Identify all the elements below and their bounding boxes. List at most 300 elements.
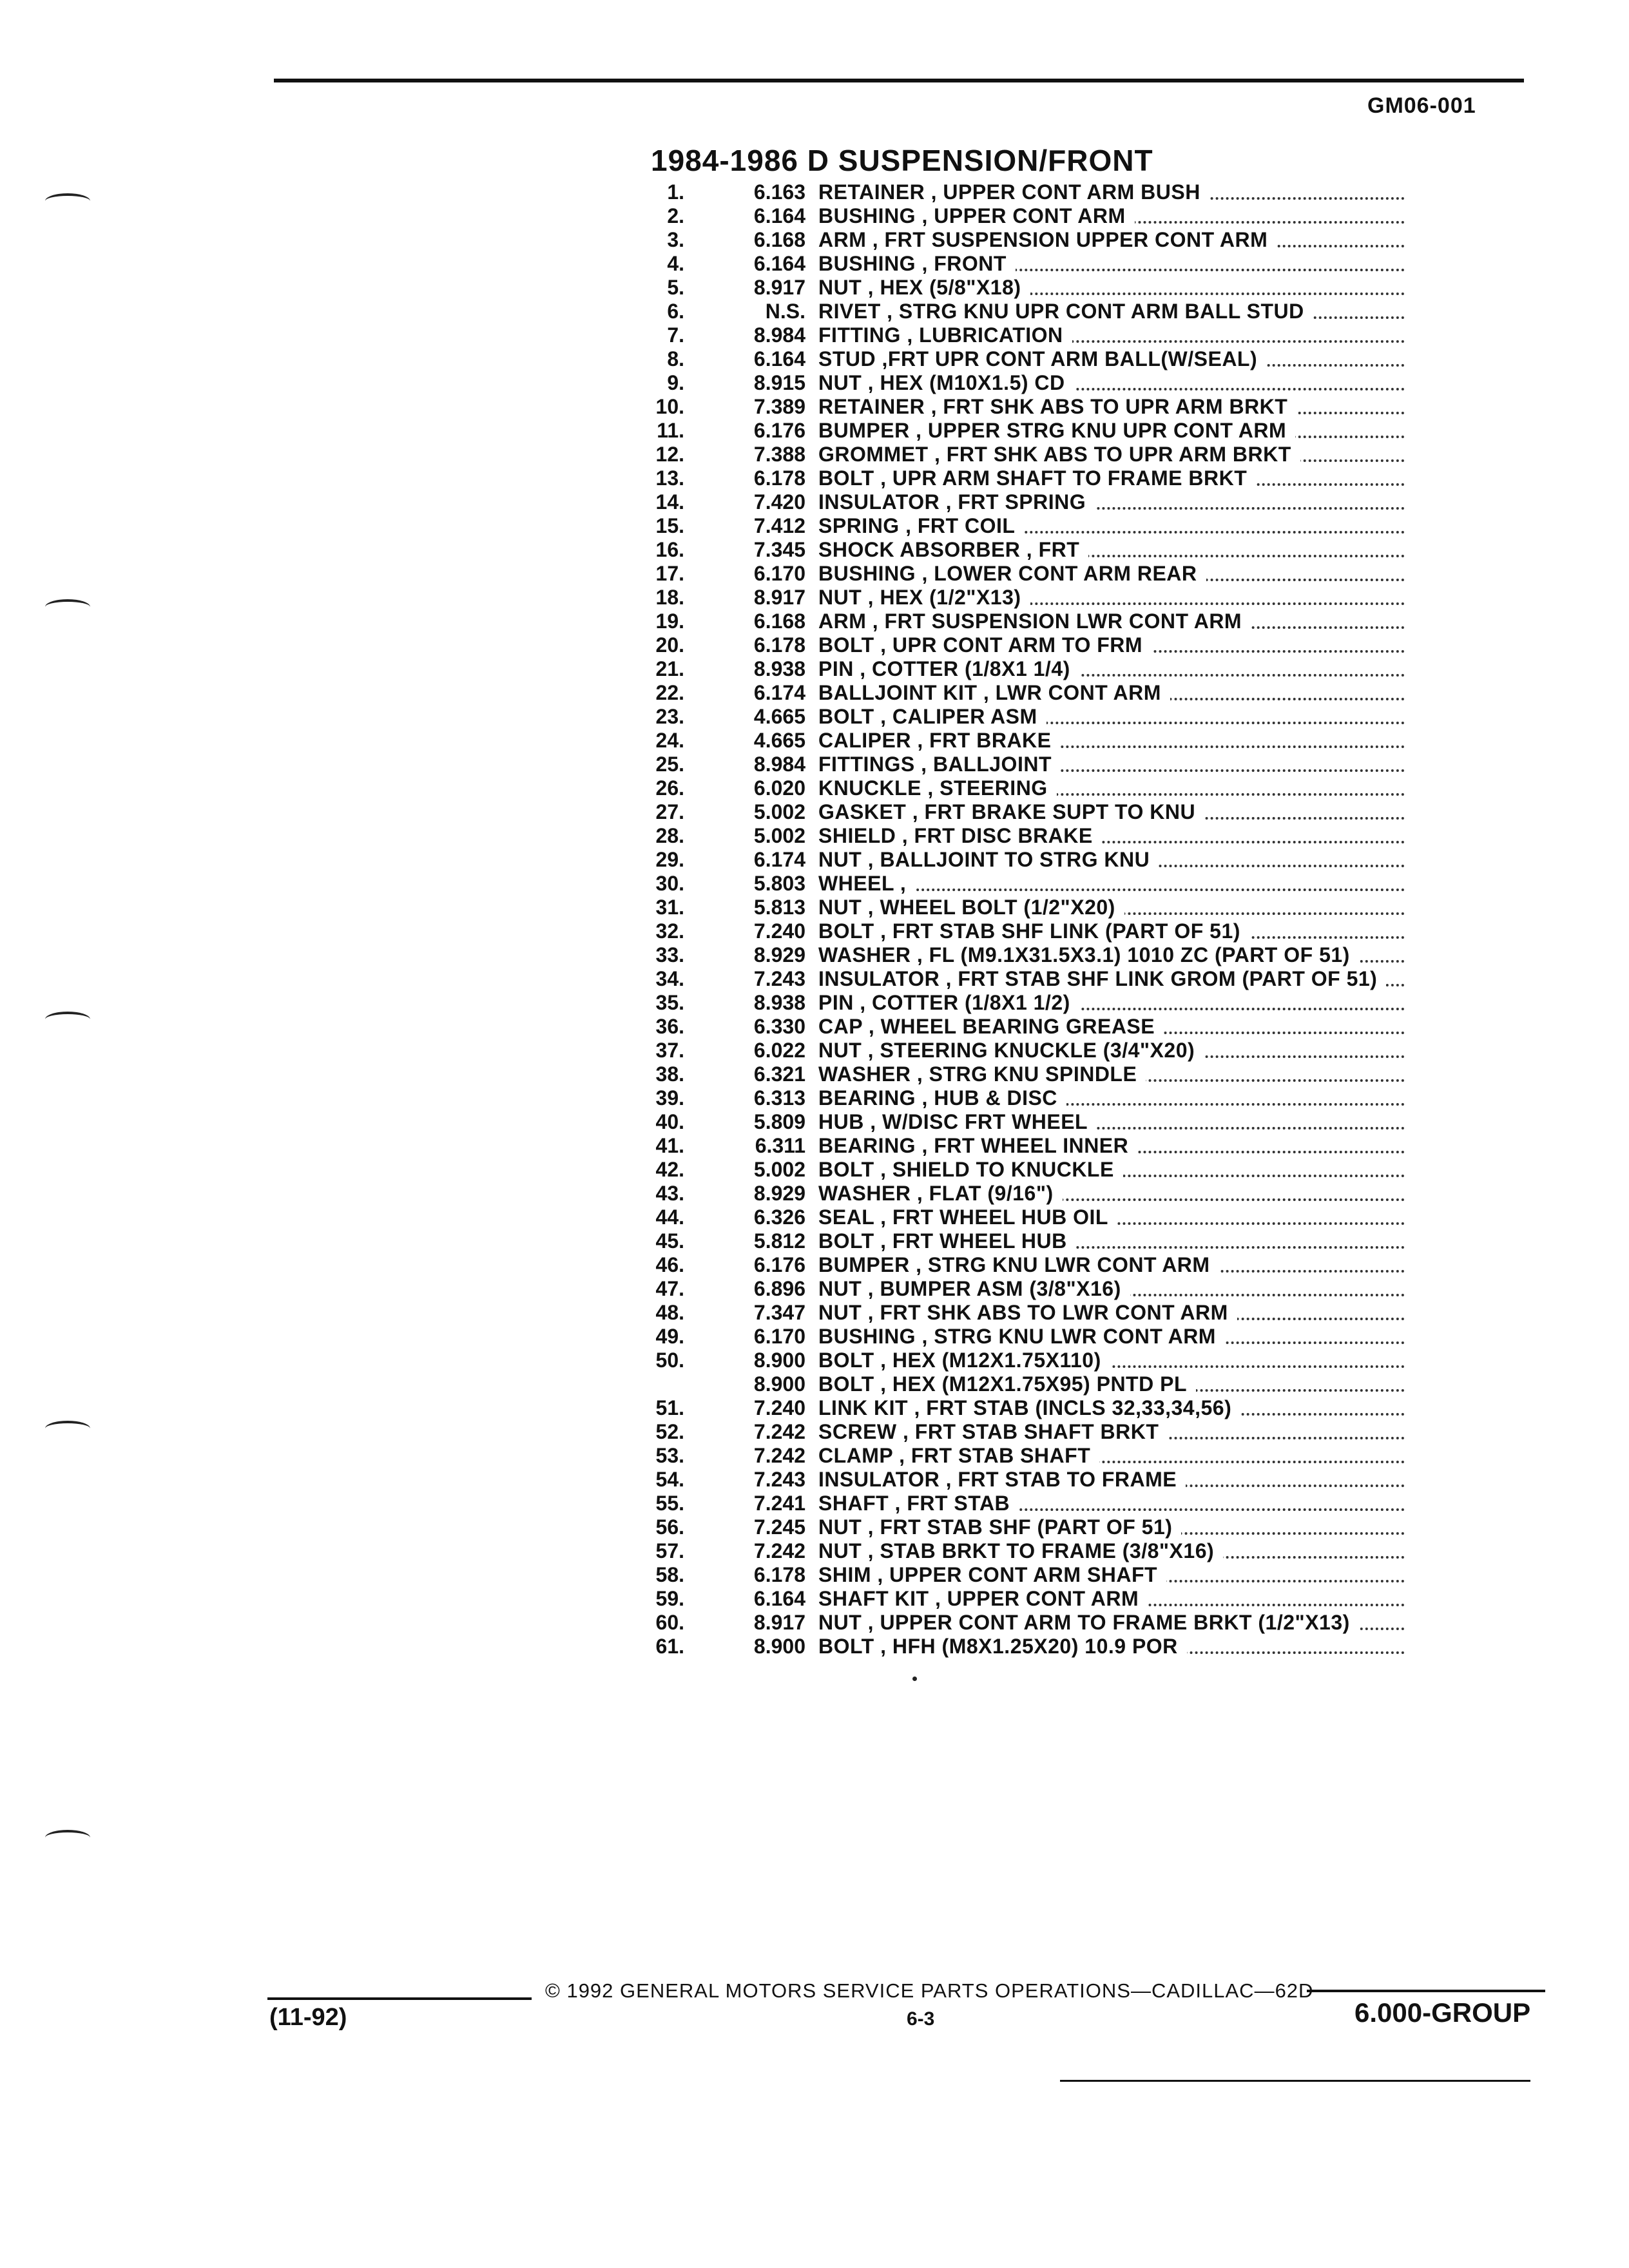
part-number: 48. [655,1301,684,1324]
group-number: 6.022 [753,1039,805,1062]
part-row [309,252,1405,276]
part-number: 7. [667,323,684,347]
part-description-text: BOLT , SHIELD TO KNUCKLE [818,1158,1123,1181]
part-description [818,1492,1405,1515]
footer-rule-right [1307,1990,1545,1992]
part-description [818,443,1405,466]
footer-copyright: © 1992 GENERAL MOTORS SERVICE PARTS OPERATIONS—CADILLAC—62D [545,1979,1314,2002]
part-row [309,1444,1405,1468]
part-row [309,967,1405,991]
group-number: N.S. [765,300,805,323]
part-description-text: GROMMET , FRT SHK ABS TO UPR ARM BRKT [818,443,1300,466]
group-number: 8.900 [753,1349,805,1372]
group-number: 8.917 [753,276,805,299]
part-row [309,1349,1405,1372]
part-description [818,1611,1405,1635]
part-description [818,1277,1405,1301]
part-description-text: BOLT , FRT STAB SHF LINK (PART OF 51) [818,919,1249,943]
part-row [309,896,1405,919]
part-number: 54. [655,1468,684,1491]
part-number: 19. [655,610,684,633]
group-number: 7.242 [753,1420,805,1443]
part-description [818,1158,1405,1182]
part-description [818,776,1405,800]
part-description-text: INSULATOR , FRT SPRING [818,490,1095,514]
part-description [818,896,1405,919]
group-number: 7.347 [753,1301,805,1324]
part-description [818,1110,1405,1134]
part-description [818,1635,1405,1658]
part-description [818,967,1405,991]
part-description [818,824,1405,848]
part-number: 49. [655,1325,684,1348]
part-number: 27. [655,800,684,823]
part-number: 60. [655,1611,684,1634]
part-description-text: NUT , FRT STAB SHF (PART OF 51) [818,1515,1181,1539]
part-description [818,1301,1405,1325]
part-number: 10. [655,395,684,418]
part-description-text: NUT , FRT SHK ABS TO LWR CONT ARM [818,1301,1237,1324]
part-row [309,1110,1405,1134]
part-number: 38. [655,1062,684,1086]
part-number: 23. [655,705,684,728]
part-number: 58. [655,1563,684,1586]
part-row [309,1515,1405,1539]
part-row [309,1563,1405,1587]
part-row [309,729,1405,753]
group-number: 7.243 [753,1468,805,1491]
part-row [309,300,1405,323]
group-number: 6.176 [753,419,805,442]
part-description-text: NUT , STEERING KNUCKLE (3/4"X20) [818,1039,1204,1062]
part-description-text: BOLT , UPR CONT ARM TO FRM [818,633,1152,657]
group-number: 6.313 [753,1086,805,1110]
group-number: 8.917 [753,1611,805,1634]
group-number: 7.241 [753,1492,805,1515]
part-description-text: BUSHING , STRG KNU LWR CONT ARM [818,1325,1225,1348]
part-row [309,180,1405,204]
part-number: 12. [655,443,684,466]
group-number: 7.412 [753,514,805,537]
group-number: 6.178 [753,1563,805,1586]
part-description [818,729,1405,753]
part-description-text: BOLT , HEX (M12X1.75X95) PNTD PL [818,1372,1196,1396]
group-number: 8.900 [753,1635,805,1658]
part-description [818,991,1405,1015]
part-row [309,1325,1405,1349]
part-row [309,633,1405,657]
footer-rule-left [267,1997,532,2000]
part-number: 42. [655,1158,684,1181]
part-description [818,1086,1405,1110]
group-number: 5.002 [753,1158,805,1181]
part-row [309,276,1405,300]
group-number: 5.812 [753,1229,805,1253]
part-description-text: FITTING , LUBRICATION [818,323,1072,347]
part-row [309,228,1405,252]
part-description [818,347,1405,371]
part-description [818,323,1405,347]
part-row [309,419,1405,443]
group-number: 8.900 [753,1372,805,1396]
group-number: 7.389 [753,395,805,418]
part-description [818,943,1405,967]
part-number: 41. [655,1134,684,1157]
part-description-text: SHAFT KIT , UPPER CONT ARM [818,1587,1148,1610]
part-description [818,228,1405,252]
part-description [818,919,1405,943]
part-description-text: CALIPER , FRT BRAKE [818,729,1061,752]
group-number: 7.245 [753,1515,805,1539]
page-code: GM06-001 [1367,93,1476,118]
group-number: 6.164 [753,204,805,227]
group-number: 6.170 [753,562,805,585]
part-description [818,1372,1405,1396]
part-number: 47. [655,1277,684,1300]
binder-mark [45,193,90,209]
part-description [818,1444,1405,1468]
part-number: 29. [655,848,684,871]
part-number: 11. [657,419,684,442]
group-number: 7.242 [753,1444,805,1467]
group-number: 5.813 [753,896,805,919]
group-number: 8.929 [753,943,805,966]
part-description-text: BOLT , HEX (M12X1.75X110) [818,1349,1110,1372]
part-row [309,1587,1405,1611]
part-description-text: FITTINGS , BALLJOINT [818,753,1061,776]
group-number: 6.326 [753,1206,805,1229]
part-number: 30. [655,872,684,895]
group-number: 7.242 [753,1539,805,1562]
part-description [818,1587,1405,1611]
part-description [818,371,1405,395]
part-description-text: CLAMP , FRT STAB SHAFT [818,1444,1099,1467]
part-description [818,1182,1405,1206]
part-row [309,800,1405,824]
part-row [309,1229,1405,1253]
part-number: 44. [655,1206,684,1229]
part-description [818,1206,1405,1229]
part-description-text: SHOCK ABSORBER , FRT [818,538,1088,561]
part-description-text: ARM , FRT SUSPENSION LWR CONT ARM [818,610,1251,633]
part-description [818,1134,1405,1158]
group-number: 7.240 [753,919,805,943]
part-description [818,1253,1405,1277]
part-number: 14. [655,490,684,514]
part-description-text: PIN , COTTER (1/8X1 1/4) [818,657,1079,680]
footer-group: 6.000-GROUP [1354,1997,1531,2028]
part-description-text: WHEEL , [818,872,915,895]
part-number: 33. [655,943,684,966]
stray-dot [912,1677,917,1681]
part-row [309,919,1405,943]
part-description-text: SHIM , UPPER CONT ARM SHAFT [818,1563,1166,1586]
part-row [309,1539,1405,1563]
part-description [818,586,1405,610]
part-row [309,1134,1405,1158]
part-row [309,514,1405,538]
part-description [818,562,1405,586]
part-row [309,610,1405,633]
group-number: 5.002 [753,824,805,847]
group-number: 7.240 [753,1396,805,1419]
part-description-text: INSULATOR , FRT STAB TO FRAME [818,1468,1186,1491]
group-number: 5.002 [753,800,805,823]
part-description-text: RETAINER , FRT SHK ABS TO UPR ARM BRKT [818,395,1296,418]
part-description-text: BUSHING , UPPER CONT ARM [818,204,1135,227]
part-description-text: WASHER , STRG KNU SPINDLE [818,1062,1146,1086]
part-row [309,204,1405,228]
part-description [818,419,1405,443]
part-number: 32. [655,919,684,943]
part-description-text: BOLT , HFH (M8X1.25X20) 10.9 POR [818,1635,1187,1658]
part-row [309,753,1405,776]
part-number: 17. [655,562,684,585]
part-number: 21. [655,657,684,680]
group-number: 6.168 [753,610,805,633]
part-description-text: ARM , FRT SUSPENSION UPPER CONT ARM [818,228,1277,251]
part-number: 50. [655,1349,684,1372]
part-number: 59. [655,1587,684,1610]
part-number: 6. [667,300,684,323]
part-description [818,395,1405,419]
group-number: 8.917 [753,586,805,609]
part-row [309,538,1405,562]
part-description-text: LINK KIT , FRT STAB (INCLS 32,33,34,56) [818,1396,1240,1419]
group-number: 6.174 [753,681,805,704]
part-row [309,490,1405,514]
part-description [818,1015,1405,1039]
group-number: 6.174 [753,848,805,871]
part-description [818,1039,1405,1062]
part-row [309,395,1405,419]
part-number: 61. [655,1635,684,1658]
part-description-text: SCREW , FRT STAB SHAFT BRKT [818,1420,1168,1443]
group-number: 6.164 [753,1587,805,1610]
part-description-text: NUT , HEX (M10X1.5) CD [818,371,1074,394]
footer-page-number: 6-3 [907,2008,935,2030]
part-row [309,1396,1405,1420]
part-number: 45. [655,1229,684,1253]
part-description [818,466,1405,490]
part-row [309,824,1405,848]
part-description [818,848,1405,872]
part-description [818,204,1405,228]
binder-mark [45,599,90,615]
group-number: 6.178 [753,466,805,490]
part-description-text: BOLT , CALIPER ASM [818,705,1046,728]
part-description-text: KNUCKLE , STEERING [818,776,1057,800]
group-number: 8.938 [753,657,805,680]
part-row [309,1253,1405,1277]
part-description [818,276,1405,300]
part-row [309,1468,1405,1492]
part-description-text: WASHER , FLAT (9/16") [818,1182,1063,1205]
binder-mark [45,1012,90,1027]
part-number: 31. [655,896,684,919]
footer-date: (11-92) [269,2004,347,2031]
part-description-text: INSULATOR , FRT STAB SHF LINK GROM (PART OF 51) [818,967,1386,990]
part-number: 28. [655,824,684,847]
part-row [309,681,1405,705]
part-description [818,180,1405,204]
part-row [309,323,1405,347]
part-row [309,1062,1405,1086]
part-row [309,1182,1405,1206]
group-number: 5.809 [753,1110,805,1133]
part-row [309,347,1405,371]
part-row [309,943,1405,967]
part-description [818,705,1405,729]
group-number: 7.243 [753,967,805,990]
part-description [818,610,1405,633]
part-description [818,872,1405,896]
part-description [818,252,1405,276]
part-row [309,586,1405,610]
part-description-text: BOLT , UPR ARM SHAFT TO FRAME BRKT [818,466,1256,490]
bottom-rule [1060,2080,1530,2082]
part-description [818,1539,1405,1563]
part-description [818,1396,1405,1420]
binder-mark [45,1421,90,1436]
part-row [309,1039,1405,1062]
part-number: 13. [655,466,684,490]
group-number: 7.388 [753,443,805,466]
part-number: 8. [667,347,684,370]
part-description-text: BEARING , HUB & DISC [818,1086,1066,1110]
group-number: 6.020 [753,776,805,800]
part-description-text: SPRING , FRT COIL [818,514,1024,537]
part-row [309,1086,1405,1110]
part-description-text: NUT , HEX (5/8"X18) [818,276,1030,299]
group-number: 6.896 [753,1277,805,1300]
part-description-text: GASKET , FRT BRAKE SUPT TO KNU [818,800,1204,823]
group-number: 4.665 [753,705,805,728]
part-description [818,633,1405,657]
part-row [309,443,1405,466]
group-number: 7.345 [753,538,805,561]
part-number: 34. [655,967,684,990]
part-row [309,991,1405,1015]
part-number: 3. [667,228,684,251]
part-number: 2. [667,204,684,227]
part-description-text: SEAL , FRT WHEEL HUB OIL [818,1206,1117,1229]
group-number: 6.164 [753,252,805,275]
part-number: 36. [655,1015,684,1038]
part-number: 55. [655,1492,684,1515]
part-description-text: RIVET , STRG KNU UPR CONT ARM BALL STUD [818,300,1313,323]
part-row [309,1158,1405,1182]
parts-list [309,180,1405,1658]
part-number: 39. [655,1086,684,1110]
part-description-text: RETAINER , UPPER CONT ARM BUSH [818,180,1210,204]
part-number: 37. [655,1039,684,1062]
part-number: 25. [655,753,684,776]
part-description [818,753,1405,776]
part-number: 22. [655,681,684,704]
part-description-text: HUB , W/DISC FRT WHEEL [818,1110,1097,1133]
group-number: 6.163 [753,180,805,204]
group-number: 4.665 [753,729,805,752]
part-number: 16. [655,538,684,561]
group-number: 6.164 [753,347,805,370]
group-number: 6.170 [753,1325,805,1348]
part-number: 9. [667,371,684,394]
part-description-text: NUT , BUMPER ASM (3/8"X16) [818,1277,1130,1300]
part-number: 56. [655,1515,684,1539]
group-number: 6.311 [755,1134,805,1157]
part-description [818,490,1405,514]
part-description-text: BUSHING , LOWER CONT ARM REAR [818,562,1206,585]
part-row [309,1420,1405,1444]
part-row [309,1277,1405,1301]
group-number: 8.915 [753,371,805,394]
part-row [309,1206,1405,1229]
group-number: 8.938 [753,991,805,1014]
part-number: 46. [655,1253,684,1276]
part-description-text: NUT , BALLJOINT TO STRG KNU [818,848,1159,871]
part-number: 4. [667,252,684,275]
part-description [818,514,1405,538]
part-row [309,657,1405,681]
part-description [818,1349,1405,1372]
part-description [818,681,1405,705]
part-row [309,1635,1405,1658]
part-number: 24. [655,729,684,752]
part-description-text: NUT , UPPER CONT ARM TO FRAME BRKT (1/2"X13) [818,1611,1359,1634]
part-row [309,466,1405,490]
part-description-text: NUT , STAB BRKT TO FRAME (3/8"X16) [818,1539,1223,1562]
group-number: 8.984 [753,753,805,776]
part-description [818,1515,1405,1539]
part-description-text: SHAFT , FRT STAB [818,1492,1019,1515]
part-description-text: BOLT , FRT WHEEL HUB [818,1229,1076,1253]
part-row [309,705,1405,729]
part-number: 40. [655,1110,684,1133]
part-description-text: BUSHING , FRONT [818,252,1016,275]
part-row [309,562,1405,586]
part-description-text: NUT , HEX (1/2"X13) [818,586,1030,609]
part-description-text: BEARING , FRT WHEEL INNER [818,1134,1137,1157]
part-number: 53. [655,1444,684,1467]
part-number: 18. [655,586,684,609]
part-description [818,1420,1405,1444]
part-description [818,538,1405,562]
part-description-text: BALLJOINT KIT , LWR CONT ARM [818,681,1170,704]
group-number: 5.803 [753,872,805,895]
part-row [309,1301,1405,1325]
group-number: 6.321 [753,1062,805,1086]
part-description [818,300,1405,323]
part-row [309,1015,1405,1039]
part-description-text: NUT , WHEEL BOLT (1/2"X20) [818,896,1124,919]
part-description [818,1229,1405,1253]
group-number: 6.176 [753,1253,805,1276]
part-description-text: STUD ,FRT UPR CONT ARM BALL(W/SEAL) [818,347,1266,370]
part-number: 26. [655,776,684,800]
part-number: 43. [655,1182,684,1205]
part-description [818,1468,1405,1492]
part-description [818,800,1405,824]
part-description-text: PIN , COTTER (1/8X1 1/2) [818,991,1079,1014]
part-number: 1. [667,180,684,204]
part-number: 52. [655,1420,684,1443]
part-number: 15. [655,514,684,537]
part-row [309,872,1405,896]
group-number: 7.420 [753,490,805,514]
group-number: 6.168 [753,228,805,251]
group-number: 6.178 [753,633,805,657]
